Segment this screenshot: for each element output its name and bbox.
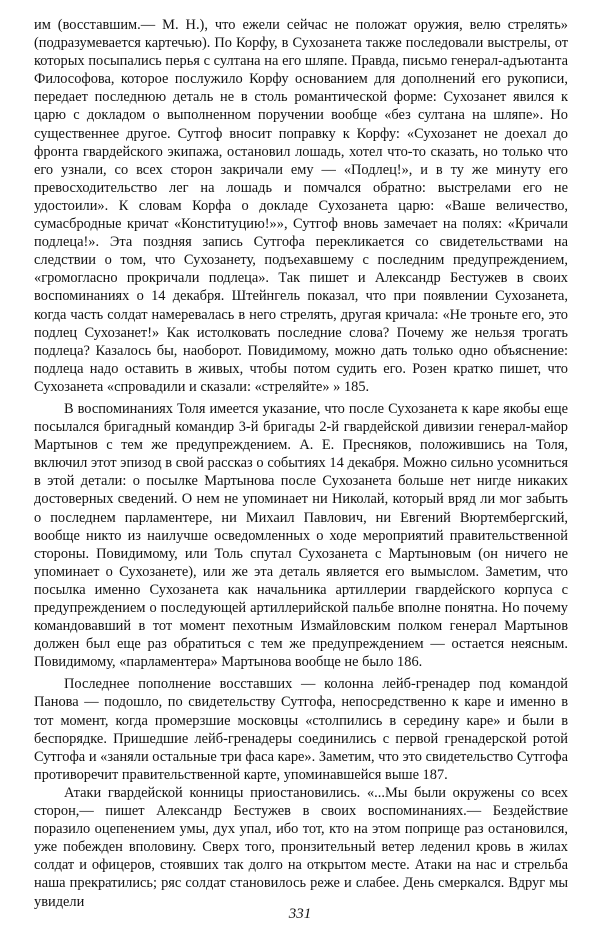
page-number: 331 bbox=[288, 906, 312, 922]
paragraph-1: им (восставшим.— М. Н.), что ежели сейчас не положат оружия, велю стрелять» (подразумевается картечью). По Корфу, в Сухозанета также последовали выстрелы, от которых посыпались перья с султана на его шляпе. Правда, письмо генерал-адъютанта Философова, которое послужило Корфу основанием для дополнений его рукописи, передает последнюю деталь не в столь романтической форме: Сухозанет явился к царю с докладом о выполненном поручении вообще «без султана на шляпе». Но существеннее другое. Сутгоф вносит поправку к Корфу: «Сухозанет не доехал до фронта гвардейского экипажа, остановил лошадь, хотел что-то сказать, но только что его узнали, со всех сторон закричали ему — «Подлец!», и в ту же минуту его превосходительство лег на лошадь и помчался обратно: выстрелами его не удостоили». К словам Корфа о докладе Сухозанета царю: «Ваше величество, сумасбродные кричат «Конституцию!»», Сутгоф вновь замечает на полях: «Кричали подлеца!». Эта поздняя запись Сутгофа перекликается со свидетельствами на следствии о том, что Сухозанету, подъехавшему с последним предупреждением, «громогласно прокричали подлеца». Так пишет и Александр Бестужев в своих воспоминаниях о 14 декабря. Штейнгель показал, что при появлении Сухозанета, когда часть солдат намеревалась в него стрелять, другая кричала: «Не троньте его, это подлец Сухозанет!» Как истолковать последние слова? Почему же нельзя трогать подлеца? Казалось бы, наоборот. Повидимому, можно дать только одно объяснение: подлеца надо оставить в живых, чтобы потом судить его. Розен кратко пишет, что Сухозанета «спровадили и сказали: «стреляйте» » 185. bbox=[34, 17, 568, 395]
paragraph-3: Последнее пополнение восставших — колонна лейб-гренадер под командой Панова — подошло, по свидетельству Сутгофа, непосредственно к каре и именно в тот момент, когда промерзшие московцы «столпились в середину каре» и были в беспорядке. Пришедшие лейб-гренадеры соединились с первой гренадерской ротой Сутгофа и «заняли остальные три фаса каре». Заметим, что это свидетельство Сутгофа противоречит правительственной карте, упоминавшейся выше 187. bbox=[34, 676, 568, 783]
paragraph-2: В воспоминаниях Толя имеется указание, что после Сухозанета к каре якобы еще посылался бригадный командир 3-й бригады 2-й гвардейской дивизии генерал-майор Мартынов с тем же предупреждением. А. Е. Пресняков, положившись на Толя, включил этот эпизод в свой рассказ о событиях 14 декабря. Можно сильно усомниться в этой детали: о посылке Мартынова после Сухозанета больше нет нигде никаких достоверных сведений. О нем не упоминает ни Николай, который вряд ли мог забыть о последнем парламентере, ни Михаил Павлович, ни Евгений Вюртембергский, вообще никто из наилучше осведомленных о ходе мероприятий правительственной стороны. Повидимому, или Толь спутал Сухозанета с Мартыновым (он ничего не упоминает о Сухозанете), или же эта деталь является его вымыслом. Заметим, что посылка именно Сухозанета как начальника артиллерии гвардейского корпуса с предупреждением о последующей артиллерийской пальбе вполне понятна. Но почему командовавший в тот момент пехотным Измайловским полком генерал Мартынов должен был еще раз обратиться с тем же предупреждением — остается неясным. Повидимому, «парламентера» Мартынова вообще не было 186. bbox=[34, 400, 568, 671]
paragraph-4: Атаки гвардейской конницы приостановились. «...Мы были окружены со всех сторон,— пишет Александр Бестужев в своих воспоминаниях.— Бездействие поразило оцепенением умы, дух упал, ибо тот, кто на этом поприще раз остановился, уже побежден вполовину. Сверх того, пронзительный ветер леденил кровь в жилах солдат и офицеров, стоявших так долго на открытом месте. Атаки на нас и стрельба наша прекратились; ряс солдат становилось реже и слабее. День смеркался. Вдруг мы увидели bbox=[34, 784, 568, 910]
page-body bbox=[34, 16, 568, 911]
